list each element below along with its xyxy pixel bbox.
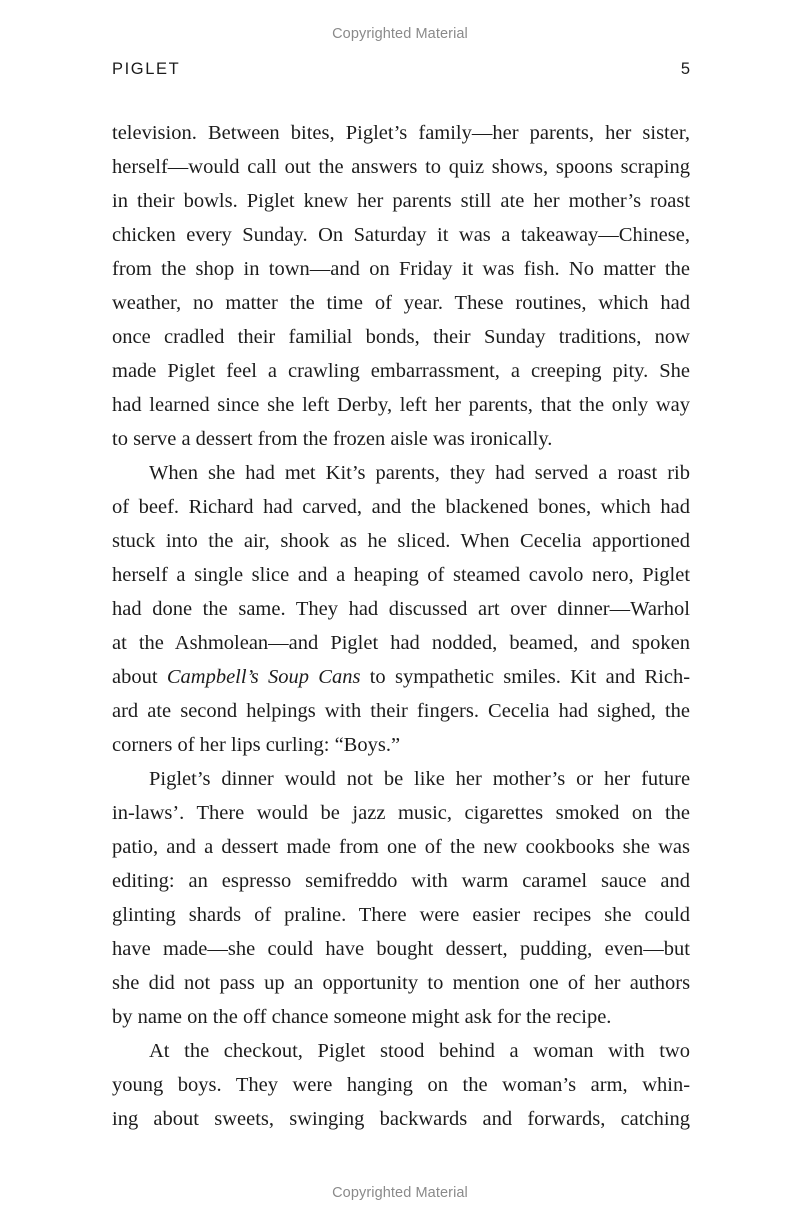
text-line: young boys. They were hanging on the woman’s arm, whin- [112, 1074, 691, 1096]
text-line: in-laws’. There would be jazz music, cigarettes smoked on the [112, 802, 690, 824]
text-line: by name on the off chance someone might ask for the recipe. [112, 1006, 612, 1028]
paragraph-4 [112, 1034, 690, 1136]
text-line: have made—she could have bought dessert, pudding, even—but [112, 938, 691, 960]
text-line: Piglet’s dinner would not be like her mother’s or her future [149, 768, 691, 790]
running-head [112, 60, 690, 84]
text-line: ing about sweets, swinging backwards and forwards, catching [112, 1108, 691, 1130]
book-title: PIGLET [112, 60, 181, 78]
paragraph-3 [112, 762, 690, 1034]
paragraph-2 [112, 456, 690, 762]
text-line: to serve a dessert from the frozen aisle was ironically. [112, 428, 553, 450]
paragraph-1 [112, 116, 690, 456]
text-line: from the shop in town—and on Friday it was fish. No matter the [112, 258, 690, 280]
text-line: made Piglet feel a crawling embarrassment, a creeping pity. She [112, 360, 690, 382]
text-line: of beef. Richard had carved, and the blackened bones, which had [112, 496, 690, 518]
text-line: editing: an espresso semifreddo with warm caramel sauce and [112, 870, 691, 892]
body-text [112, 116, 690, 1136]
copyright-watermark-top: Copyrighted Material [332, 26, 468, 42]
text-line: at the Ashmolean—and Piglet had nodded, beamed, and spoken [112, 632, 690, 654]
text-line: glinting shards of praline. There were easier recipes she could [112, 904, 691, 926]
text-fragment: about [112, 666, 167, 688]
text-line: had learned since she left Derby, left her parents, that the only way [112, 394, 691, 416]
page-number: 5 [680, 60, 690, 78]
text-line: television. Between bites, Piglet’s family—her parents, her sister, [112, 122, 690, 144]
text-line: weather, no matter the time of year. These routines, which had [112, 292, 690, 314]
text-line: ard ate second helpings with their fingers. Cecelia had sighed, the [112, 700, 691, 722]
text-line [112, 660, 690, 694]
text-line: stuck into the air, shook as he sliced. When Cecelia apportioned [112, 530, 690, 552]
text-line: herself—would call out the answers to quiz shows, spoons scraping [112, 156, 691, 178]
text-line: At the checkout, Piglet stood behind a woman with two [149, 1040, 690, 1062]
text-line: in their bowls. Piglet knew her parents still ate her mother’s roast [112, 190, 691, 212]
text-fragment: to sympathetic smiles. Kit and Rich- [360, 666, 691, 688]
artwork-title: Campbell’s Soup Cans [166, 666, 361, 688]
text-line: When she had met Kit’s parents, they had served a roast rib [149, 462, 690, 484]
text-line: she did not pass up an opportunity to mention one of her authors [112, 972, 691, 994]
text-line: chicken every Sunday. On Saturday it was a takeaway—Chinese, [112, 224, 690, 246]
copyright-watermark-bottom: Copyrighted Material [332, 1185, 468, 1201]
text-line: once cradled their familial bonds, their Sunday traditions, now [112, 326, 690, 348]
text-line: patio, and a dessert made from one of the new cookbooks she was [112, 836, 690, 858]
text-line: herself a single slice and a heaping of steamed cavolo nero, Piglet [112, 564, 691, 586]
text-line: corners of her lips curling: “Boys.” [112, 734, 401, 756]
text-line: had done the same. They had discussed art over dinner—Warhol [112, 598, 690, 620]
